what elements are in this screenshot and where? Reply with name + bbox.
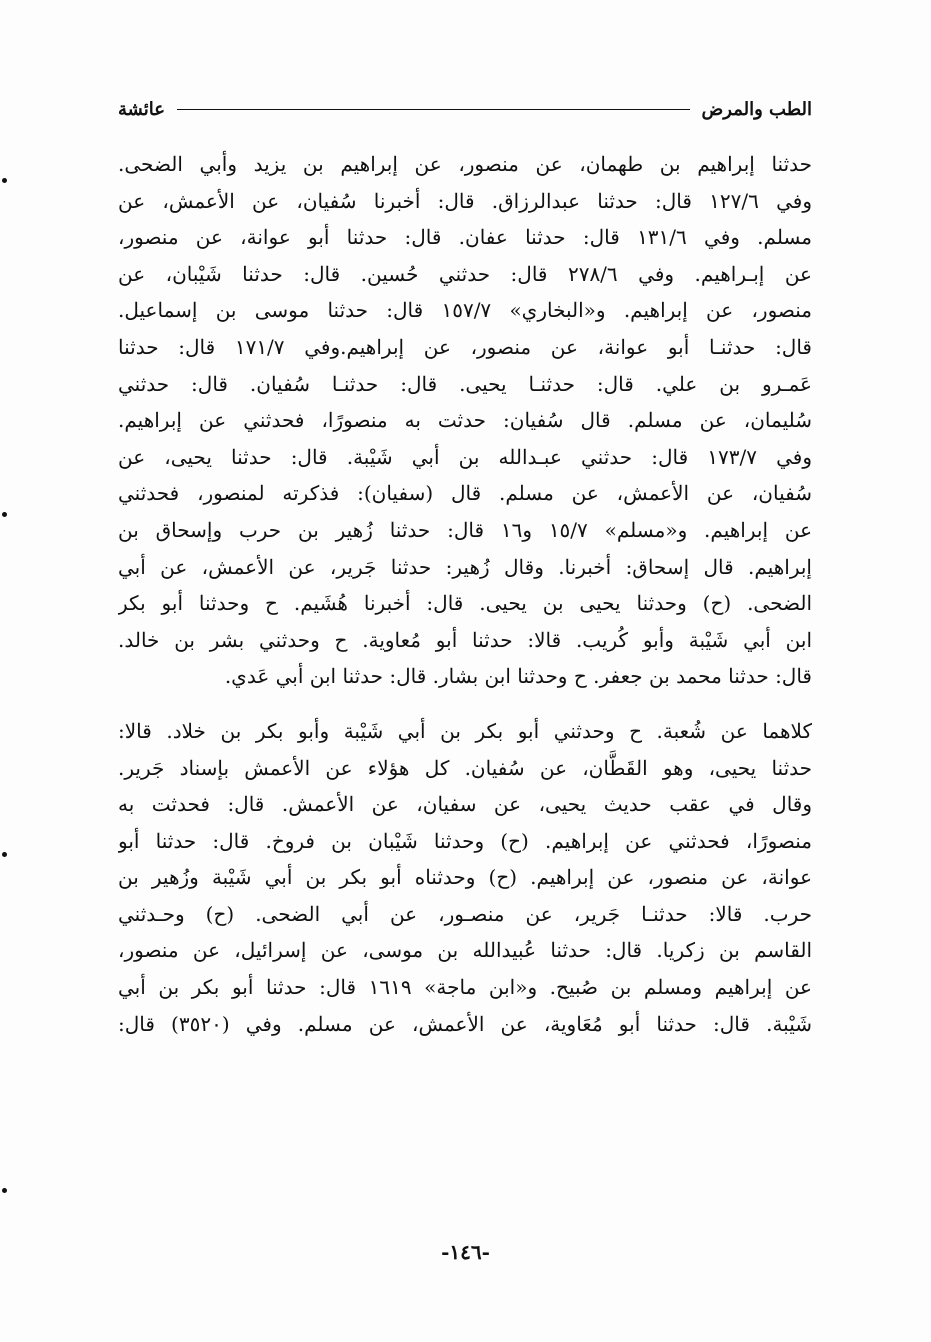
text-line: وفي ١٢٧/٦ قال: حدثنا عبدالرزاق. قال: أخبرنا سُفيان، عن الأعمش، عن <box>118 188 812 213</box>
text-line: وقال في عقب حديث يحيى، عن سفيان، عن الأعمش. قال: فحدثت به <box>118 792 812 817</box>
text-line: منصور، عن إبراهيم. و«البخاري» ١٥٧/٧ قال: حدثنا موسى بن إسماعيل. <box>118 298 812 323</box>
scan-mark <box>2 178 7 183</box>
scan-mark <box>2 852 7 857</box>
text-line: شَيْبة. قال: حدثنا أبو مُعَاوية، عن الأعمش، عن مسلم. وفي (٣٥٢٠) قال: <box>118 1011 812 1036</box>
text-line: حدثنا إبراهيم بن طهمان، عن منصور، عن إبراهيم بن يزيد وأبي الضحى. <box>118 152 812 176</box>
text-line: عن إبراهيم. و«مسلم» ١٥/٧ و١٦ قال: حدثنا زُهير بن حرب وإسحاق بن <box>118 517 812 542</box>
book-title: الطب والمرض <box>701 98 812 120</box>
text-line: قال: حدثنا محمد بن جعفر. ح وحدثنا ابن بشار. قال: حدثنا ابن أبي عَدي. <box>224 664 812 689</box>
paragraph-2 <box>118 713 812 1042</box>
text-line: إبراهيم. قال إسحاق: أخبرنا. وقال زُهير: حدثنا جَرير، عن الأعمش، عن أبي <box>118 554 812 579</box>
text-line: عَمـرو بن علي. قال: حدثنـا يحيى. قال: حدثنـا سُفيان. قال: حدثني <box>118 371 812 396</box>
text-line: حرب. قالا: حدثنـا جَرير، عن منصـور، عن أبي الضحى. (ح) وحـدثني <box>118 901 812 926</box>
text-line: عن إبراهيم ومسلم بن صُبيح. و«ابن ماجة» ١٦١٩ قال: حدثنا أبو بكر بن أبي <box>118 975 812 1000</box>
header-rule <box>177 109 690 110</box>
body-text <box>118 146 812 1042</box>
paragraph-gap <box>118 695 812 713</box>
paragraph-1 <box>118 146 812 695</box>
page-number: -١٤٦- <box>441 1240 490 1264</box>
text-line: حدثنا يحيى، وهو القَطَّان، عن سُفيان. كل هؤلاء عن الأعمش بإسناد جَرير. <box>118 755 812 780</box>
text-line: مسلم. وفي ١٣١/٦ قال: حدثنا عفان. قال: حدثنا أبو عوانة، عن منصور، <box>118 225 812 250</box>
text-line: قال: حدثنـا أبو عوانة، عن منصور، عن إبراهيم.وفي ١٧١/٧ قال: حدثنا <box>118 334 812 359</box>
text-line: منصورًا، فحدثني عن إبراهيم. (ح) وحدثنا شَيْبان بن فروخ. قال: حدثنا أبو <box>118 828 812 853</box>
text-line: وفي ١٧٣/٧ قال: حدثني عبـدالله بن أبي شَيْبة. قال: حدثنا يحيى، عن <box>118 444 812 469</box>
text-line: سُفيان، عن الأعمش، عن مسلم. قال (سفيان): فذكرته لمنصور، فحدثني <box>118 481 812 506</box>
scan-mark <box>2 1188 7 1193</box>
text-line: الضحى. (ح) وحدثنا يحيى بن يحيى. قال: أخبرنا هُشَيم. ح وحدثنا أبو بكر <box>118 591 812 616</box>
running-header <box>118 92 812 126</box>
author-name: عائشة <box>118 98 165 120</box>
text-line: سُليمان، عن مسلم. قال سُفيان: حدثت به منصورًا، فحدثني عن إبراهيم. <box>118 408 812 433</box>
scan-mark <box>2 512 7 517</box>
text-line: ابن أبي شَيْبة وأبو كُريب. قالا: حدثنا أبو مُعاوية. ح وحدثني بشر بن خالد. <box>118 627 812 652</box>
text-line: كلاهما عن شُعبة. ح وحدثني أبو بكر بن أبي شَيْبة وأبو بكر بن خلاد. قالا: <box>118 718 812 743</box>
text-line: عوانة، عن منصور، عن إبراهيم. (ح) وحدثناه أبو بكر بن أبي شَيْبة وزُهير بن <box>118 865 812 890</box>
text-line: عن إبـراهيم. وفي ٢٧٨/٦ قال: حدثني حُسين. قال: حدثنا شَيْبان، عن <box>118 261 812 286</box>
text-line: القاسم بن زكريا. قال: حدثنا عُبيدالله بن موسى، عن إسرائيل، عن منصور، <box>118 938 812 963</box>
